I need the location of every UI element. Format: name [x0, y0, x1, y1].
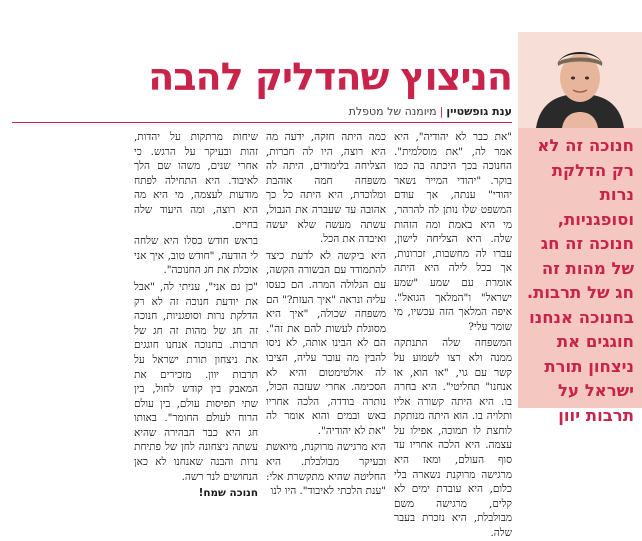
- author-portrait-image: [518, 32, 642, 128]
- text-column-1: [394, 130, 512, 540]
- headline-rule: [12, 122, 512, 123]
- paragraph: המשפחה שלה התנתקה ממנה ולא רצו לשמוע על קשר עם גוי, "או הוא, או אנחנו" תחליטי". היא בחרה בו. היא היתה קשורה אליו ותלויה בו. הוא היתה מנותקת לוחצת לו תמוכה, אפילו על עצמה. היא הלכה אחריו עד סוף העולם, ומאז היא מרגישה מרוקנת נשארה בלי כלום, היא עובדת ימים לא קלים, מרגישה משם מבולבלת, היא נזכרת בעבר שלה.: [394, 337, 512, 540]
- byline-separator: |: [439, 105, 444, 118]
- closing-line: חנוכה שמח!: [198, 487, 258, 500]
- author-photo: [518, 32, 642, 128]
- paragraph: היא ביקשה לא לדעת כיצד להתמודד עם הבשורה הקשה, עם הגלולה המרה. הם כעסו עליה ונראה "איך העזת?" הם משפחה שכולה, "איך היא מסוגלת לעשות להם את זה". הם לא הבינו אותה, לא ניסו להבין מה עובר עליה, הציבו לה אולטימטום והיא לא הסכימה. אחרי שעזבה הכול, נותרה בודדה, הלכה אחריו באש ובמים והוא אומר לה "את לא יהודיה".: [266, 249, 386, 437]
- paragraph: בראש חודש כסלו היא שלחה לי הודעה, "חודש טוב, איך אני אוכלת את חג החנוכה".: [134, 235, 258, 277]
- paragraph: "את כבר לא יהודיה", היא אמר לה, "את מוסלמית". החנוכה בכך היכתה בה כמו בוקר. "יהודי המייר נשאר יהודי" ענתה, אך עודם המשפט שלו נותן לה להרהר, מי היא באמת ומה הזהות שלה. היא הצליחה לישון, עברו לה מחשבות, זכרונות, אך בכל לילה היא היתה אומרת עם שמע "שמע ישראל" ו"המלאך הגואל". איפה המלאך הזה עכשיו, מי שומר עלי?: [394, 131, 512, 333]
- paragraph: כמה היתה חזקה, ידעה מה היא רוצה, היו לה חברות, הצליחה בלימודים, היתה לה משפחה חמה אוהבת ומלוכדת, היא היתה כל כך אהובה עד שעברה את הגבול, עשתה מעשה שלא יעשה ואיבדה את הכל.: [266, 131, 386, 246]
- text-column-3: [134, 130, 258, 500]
- pull-quote-panel: [518, 128, 642, 425]
- author-role: מיומנה של מטפלת: [348, 105, 437, 118]
- byline: [132, 103, 512, 121]
- paragraph: שיחות מרתקות על יהדות, זהות ובעיקר על הרגש. כי אחרי שנים, משהו שם הלך לאיבוד. היא התחילה לפתח מודעות לעצמה, מי היא מה היא רוצה, ומה היעוד שלה בחיים.: [134, 131, 258, 231]
- article-headline: הניצוץ שהדליק להבה: [148, 55, 512, 99]
- paragraph: "כן גם אני", עניתי לה, "אבל את יודעת חנוכה זה לא רק הדלקת נרות וסופגניות, חנוכה זה חג של מהות זה חג של תרבות. בחנוכה אנחנו חוגגים את ניצחון תורת ישראל על תרבות יוון. מזכירים את המאבק בין קודש לחול, בין שתי תפיסות עולם, בין עולם הרוח לעולם החומר". באותו חג היא כבר הבהירה שהיא עשתה ניצחונה לחן של פתיחת נרות והבנה שאנחנו לא כאן הנחושים לנר רשה.: [134, 280, 258, 483]
- text-column-2: [266, 130, 386, 498]
- paragraph: היא מרגישה מרוקנת, מיואשת ובעיקר מבולבלת. היא החליטה שהיא מתקשרת אלי: "ענת הלכתי לאיבוד". היו לנו: [266, 441, 386, 498]
- pull-quote: חנוכה זה לא רק הדלקת נרות וסופגניות, חנוכה זה חג של מהות זה חג של תרבות. בחנוכה אנחנו חוגגים את ניצחון תורת ישראל על תרבות יוון: [526, 136, 634, 425]
- author-name: ענת גופשטיין: [446, 105, 512, 118]
